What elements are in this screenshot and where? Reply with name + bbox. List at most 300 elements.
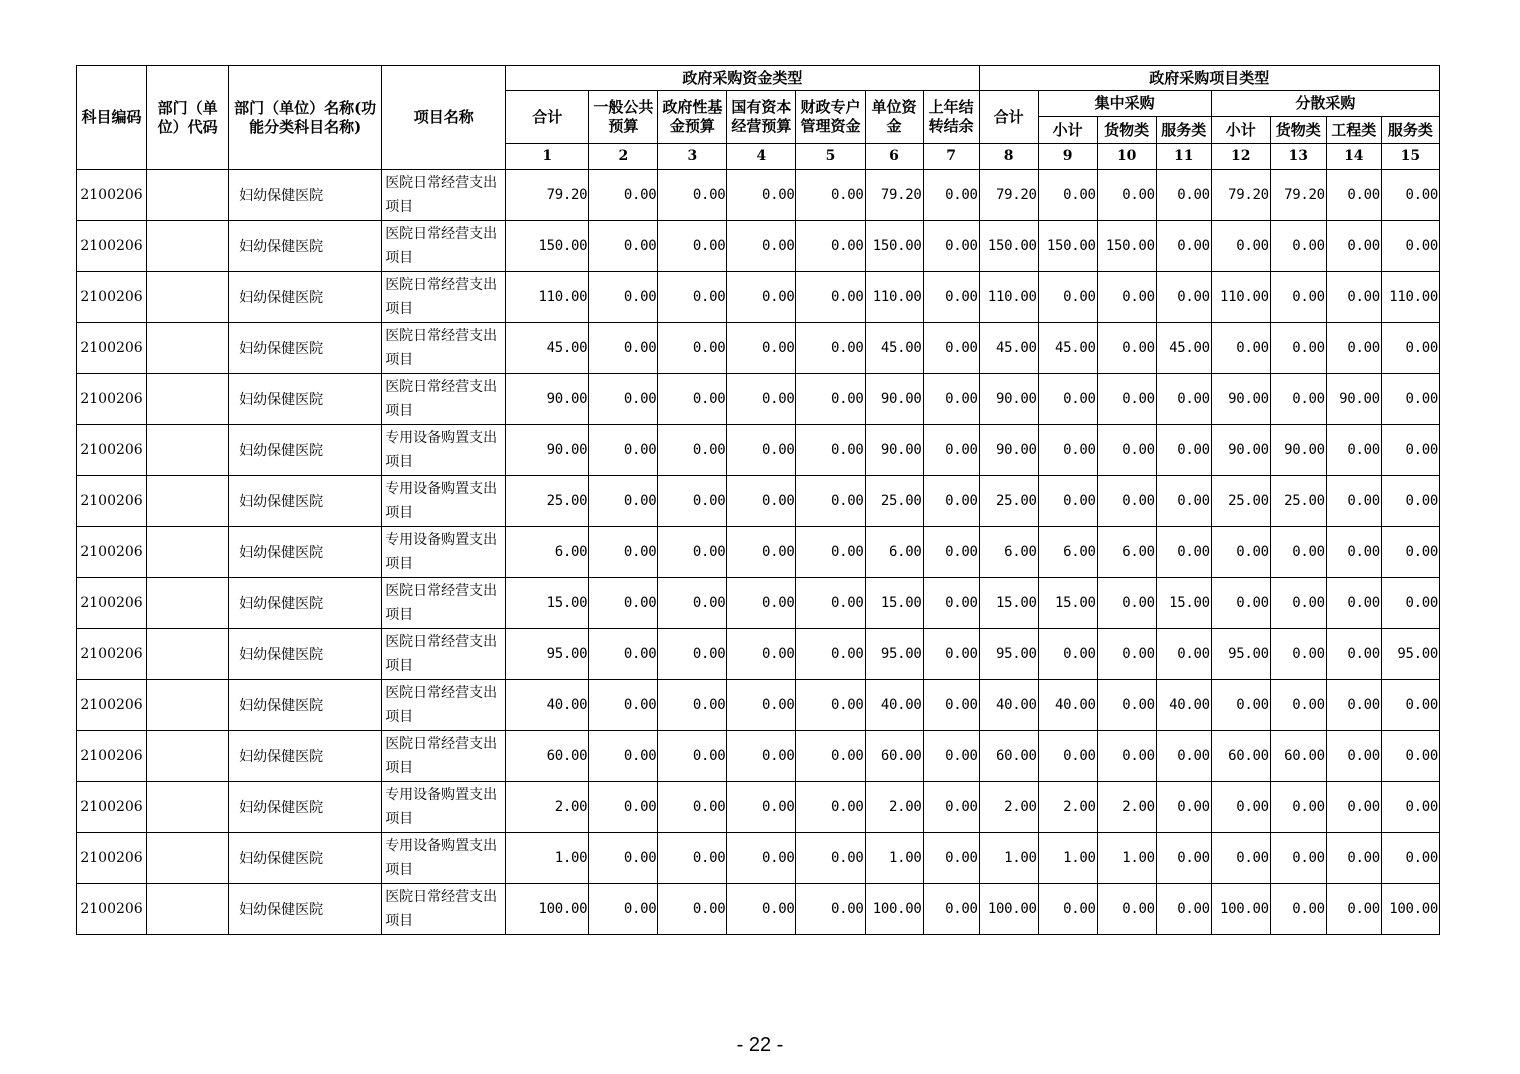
cell-project: 医院日常经营支出项目 [382,884,506,935]
cell-amount: 1.00 [506,833,589,884]
cell-amount: 0.00 [589,884,658,935]
cell-amount: 0.00 [1097,884,1156,935]
cell-amount: 0.00 [1326,680,1381,731]
cell-dept-code [147,476,229,527]
cell-amount: 0.00 [1326,323,1381,374]
cell-amount: 15.00 [506,578,589,629]
cell-amount: 0.00 [1326,476,1381,527]
cell-amount: 150.00 [979,221,1038,272]
cell-amount: 0.00 [796,221,865,272]
col-header-funds-unit: 单位资金 [865,91,923,144]
col-header-central-services: 服务类 [1156,117,1211,144]
column-number: 10 [1097,144,1156,170]
cell-amount: 0.00 [1211,323,1270,374]
cell-amount: 0.00 [1326,221,1381,272]
cell-amount: 0.00 [727,323,796,374]
cell-amount: 25.00 [506,476,589,527]
cell-amount: 0.00 [1270,884,1326,935]
column-number: 3 [658,144,727,170]
cell-amount: 0.00 [658,170,727,221]
cell-amount: 100.00 [1381,884,1439,935]
cell-dept-name: 妇幼保健医院 [229,272,382,323]
cell-amount: 0.00 [1270,629,1326,680]
col-header-dispersed-goods: 货物类 [1270,117,1326,144]
cell-amount: 0.00 [796,731,865,782]
cell-amount: 0.00 [1097,578,1156,629]
cell-amount: 0.00 [1326,170,1381,221]
cell-amount: 0.00 [1211,680,1270,731]
col-header-types-total: 合计 [979,91,1038,144]
column-number: 5 [796,144,865,170]
cell-amount: 90.00 [1270,425,1326,476]
cell-dept-code [147,170,229,221]
cell-amount: 0.00 [658,629,727,680]
cell-amount: 0.00 [1038,884,1097,935]
cell-amount: 0.00 [1326,578,1381,629]
cell-amount: 150.00 [1097,221,1156,272]
cell-amount: 0.00 [658,731,727,782]
cell-project: 医院日常经营支出项目 [382,731,506,782]
cell-amount: 0.00 [1156,527,1211,578]
cell-amount: 90.00 [506,374,589,425]
cell-code: 2100206 [77,782,147,833]
cell-amount: 60.00 [865,731,923,782]
cell-amount: 0.00 [658,884,727,935]
cell-code: 2100206 [77,476,147,527]
cell-amount: 45.00 [865,323,923,374]
col-header-funds-govfund: 政府性基金预算 [658,91,727,144]
cell-amount: 95.00 [979,629,1038,680]
cell-amount: 0.00 [923,527,979,578]
table-row [77,782,1440,833]
cell-project: 医院日常经营支出项目 [382,374,506,425]
cell-dept-name: 妇幼保健医院 [229,323,382,374]
cell-code: 2100206 [77,323,147,374]
cell-amount: 45.00 [1156,323,1211,374]
cell-amount: 110.00 [979,272,1038,323]
cell-amount: 0.00 [796,323,865,374]
cell-amount: 110.00 [1381,272,1439,323]
cell-dept-name: 妇幼保健医院 [229,782,382,833]
cell-amount: 1.00 [865,833,923,884]
cell-amount: 0.00 [1097,680,1156,731]
cell-amount: 100.00 [979,884,1038,935]
cell-amount: 110.00 [1211,272,1270,323]
group-header-dispersed: 分散采购 [1211,91,1439,117]
cell-amount: 0.00 [796,782,865,833]
column-number: 13 [1270,144,1326,170]
table-body [77,170,1440,935]
cell-amount: 0.00 [1326,629,1381,680]
cell-amount: 90.00 [979,425,1038,476]
cell-amount: 0.00 [796,680,865,731]
cell-amount: 0.00 [1381,782,1439,833]
cell-amount: 0.00 [658,782,727,833]
cell-amount: 0.00 [1211,578,1270,629]
cell-amount: 40.00 [865,680,923,731]
cell-amount: 0.00 [1270,323,1326,374]
cell-amount: 0.00 [1381,374,1439,425]
cell-project: 专用设备购置支出项目 [382,476,506,527]
cell-code: 2100206 [77,374,147,425]
col-header-central-subtotal: 小计 [1038,117,1097,144]
cell-amount: 0.00 [1038,731,1097,782]
cell-dept-name: 妇幼保健医院 [229,527,382,578]
cell-amount: 0.00 [727,578,796,629]
cell-amount: 0.00 [1097,323,1156,374]
cell-amount: 0.00 [923,425,979,476]
cell-code: 2100206 [77,833,147,884]
cell-amount: 0.00 [727,782,796,833]
cell-dept-code [147,425,229,476]
cell-amount: 100.00 [865,884,923,935]
cell-amount: 0.00 [796,425,865,476]
column-number: 14 [1326,144,1381,170]
cell-dept-name: 妇幼保健医院 [229,476,382,527]
cell-amount: 6.00 [1097,527,1156,578]
table-row [77,578,1440,629]
cell-amount: 45.00 [506,323,589,374]
cell-amount: 15.00 [1038,578,1097,629]
column-number: 7 [923,144,979,170]
cell-code: 2100206 [77,272,147,323]
cell-amount: 90.00 [1211,374,1270,425]
cell-amount: 0.00 [589,425,658,476]
cell-dept-name: 妇幼保健医院 [229,833,382,884]
cell-amount: 0.00 [796,272,865,323]
cell-amount: 0.00 [727,425,796,476]
cell-amount: 0.00 [1038,374,1097,425]
cell-amount: 95.00 [1381,629,1439,680]
table-row [77,272,1440,323]
cell-amount: 45.00 [979,323,1038,374]
cell-dept-name: 妇幼保健医院 [229,170,382,221]
column-number: 2 [589,144,658,170]
cell-project: 医院日常经营支出项目 [382,578,506,629]
cell-amount: 0.00 [1270,527,1326,578]
column-number: 12 [1211,144,1270,170]
table-row [77,374,1440,425]
cell-project: 医院日常经营支出项目 [382,680,506,731]
cell-amount: 0.00 [1038,272,1097,323]
cell-dept-code [147,221,229,272]
cell-amount: 40.00 [1156,680,1211,731]
col-header-funds-carryover: 上年结转结余 [923,91,979,144]
cell-amount: 110.00 [506,272,589,323]
cell-amount: 15.00 [979,578,1038,629]
cell-dept-code [147,578,229,629]
cell-amount: 0.00 [1156,425,1211,476]
cell-code: 2100206 [77,170,147,221]
cell-amount: 79.20 [865,170,923,221]
table-row [77,527,1440,578]
cell-dept-code [147,323,229,374]
cell-dept-code [147,680,229,731]
cell-amount: 0.00 [727,476,796,527]
cell-amount: 0.00 [658,527,727,578]
cell-amount: 0.00 [923,221,979,272]
cell-amount: 0.00 [589,221,658,272]
cell-amount: 0.00 [1326,782,1381,833]
cell-code: 2100206 [77,884,147,935]
col-header-funds-total: 合计 [506,91,589,144]
cell-amount: 0.00 [796,476,865,527]
cell-amount: 0.00 [1270,680,1326,731]
cell-amount: 0.00 [589,527,658,578]
cell-amount: 45.00 [1038,323,1097,374]
cell-amount: 2.00 [865,782,923,833]
col-header-dispersed-subtotal: 小计 [1211,117,1270,144]
cell-amount: 0.00 [1326,272,1381,323]
cell-amount: 25.00 [1211,476,1270,527]
cell-amount: 0.00 [727,374,796,425]
col-header-project: 项目名称 [382,66,506,170]
cell-code: 2100206 [77,221,147,272]
cell-amount: 0.00 [1097,476,1156,527]
table-row [77,731,1440,782]
cell-amount: 0.00 [658,221,727,272]
cell-amount: 0.00 [796,884,865,935]
cell-amount: 0.00 [1156,833,1211,884]
cell-project: 医院日常经营支出项目 [382,323,506,374]
cell-amount: 0.00 [658,323,727,374]
cell-project: 医院日常经营支出项目 [382,629,506,680]
table-row [77,425,1440,476]
cell-amount: 90.00 [1326,374,1381,425]
cell-amount: 2.00 [506,782,589,833]
cell-amount: 0.00 [796,629,865,680]
col-header-dept-name: 部门（单位）名称(功能分类科目名称) [229,66,382,170]
table-row [77,170,1440,221]
cell-amount: 0.00 [658,272,727,323]
cell-amount: 150.00 [1038,221,1097,272]
cell-amount: 60.00 [1211,731,1270,782]
cell-amount: 6.00 [1038,527,1097,578]
cell-amount: 0.00 [658,425,727,476]
cell-amount: 25.00 [1270,476,1326,527]
cell-amount: 0.00 [1381,170,1439,221]
table-row [77,884,1440,935]
cell-amount: 0.00 [658,476,727,527]
cell-dept-name: 妇幼保健医院 [229,374,382,425]
cell-dept-name: 妇幼保健医院 [229,578,382,629]
cell-amount: 0.00 [1211,782,1270,833]
cell-amount: 0.00 [1211,527,1270,578]
cell-amount: 0.00 [1326,425,1381,476]
column-number: 11 [1156,144,1211,170]
cell-amount: 0.00 [796,578,865,629]
cell-amount: 0.00 [923,323,979,374]
cell-project: 专用设备购置支出项目 [382,782,506,833]
cell-amount: 0.00 [1211,833,1270,884]
col-header-dispersed-services: 服务类 [1381,117,1439,144]
cell-amount: 40.00 [1038,680,1097,731]
group-header-central: 集中采购 [1038,91,1211,117]
cell-amount: 0.00 [1270,578,1326,629]
cell-amount: 60.00 [506,731,589,782]
col-header-dispersed-works: 工程类 [1326,117,1381,144]
cell-dept-code [147,731,229,782]
cell-amount: 0.00 [658,374,727,425]
cell-amount: 0.00 [727,272,796,323]
cell-amount: 0.00 [1381,221,1439,272]
table-row [77,629,1440,680]
cell-amount: 0.00 [727,731,796,782]
cell-amount: 95.00 [865,629,923,680]
cell-amount: 90.00 [979,374,1038,425]
cell-code: 2100206 [77,629,147,680]
cell-amount: 79.20 [1211,170,1270,221]
table-row [77,476,1440,527]
cell-amount: 0.00 [727,680,796,731]
cell-amount: 79.20 [506,170,589,221]
col-header-dept-code: 部门（单位）代码 [147,66,229,170]
cell-amount: 60.00 [1270,731,1326,782]
cell-dept-name: 妇幼保健医院 [229,425,382,476]
cell-amount: 40.00 [979,680,1038,731]
cell-code: 2100206 [77,425,147,476]
col-header-central-goods: 货物类 [1097,117,1156,144]
cell-dept-code [147,374,229,425]
cell-amount: 0.00 [923,374,979,425]
cell-amount: 0.00 [923,680,979,731]
cell-amount: 0.00 [589,323,658,374]
cell-amount: 25.00 [979,476,1038,527]
cell-amount: 0.00 [658,833,727,884]
cell-amount: 0.00 [658,578,727,629]
cell-amount: 0.00 [1156,221,1211,272]
cell-amount: 0.00 [923,884,979,935]
cell-amount: 0.00 [1156,374,1211,425]
cell-amount: 0.00 [923,629,979,680]
cell-dept-name: 妇幼保健医院 [229,629,382,680]
cell-amount: 2.00 [1038,782,1097,833]
cell-amount: 0.00 [727,527,796,578]
cell-amount: 79.20 [979,170,1038,221]
cell-code: 2100206 [77,680,147,731]
cell-amount: 0.00 [923,782,979,833]
cell-amount: 90.00 [865,425,923,476]
cell-dept-name: 妇幼保健医院 [229,884,382,935]
cell-amount: 0.00 [1038,476,1097,527]
cell-dept-code [147,833,229,884]
cell-amount: 0.00 [1097,425,1156,476]
cell-amount: 0.00 [1326,833,1381,884]
cell-amount: 100.00 [1211,884,1270,935]
cell-amount: 0.00 [727,170,796,221]
cell-amount: 95.00 [1211,629,1270,680]
cell-amount: 150.00 [506,221,589,272]
cell-amount: 0.00 [1156,629,1211,680]
cell-amount: 0.00 [589,680,658,731]
cell-code: 2100206 [77,527,147,578]
cell-amount: 0.00 [796,170,865,221]
cell-amount: 0.00 [589,476,658,527]
cell-amount: 0.00 [1156,731,1211,782]
table-header [77,66,1440,170]
cell-amount: 6.00 [506,527,589,578]
cell-amount: 6.00 [865,527,923,578]
cell-amount: 6.00 [979,527,1038,578]
cell-dept-code [147,527,229,578]
cell-amount: 1.00 [979,833,1038,884]
cell-project: 专用设备购置支出项目 [382,527,506,578]
cell-amount: 0.00 [1326,731,1381,782]
col-header-code: 科目编码 [77,66,147,170]
cell-amount: 0.00 [589,731,658,782]
cell-amount: 0.00 [589,272,658,323]
cell-dept-code [147,272,229,323]
cell-amount: 0.00 [1270,374,1326,425]
cell-code: 2100206 [77,578,147,629]
procurement-table [76,65,1440,935]
cell-amount: 0.00 [1270,221,1326,272]
cell-amount: 0.00 [1381,425,1439,476]
cell-dept-code [147,782,229,833]
cell-amount: 90.00 [506,425,589,476]
cell-amount: 0.00 [1211,221,1270,272]
cell-project: 专用设备购置支出项目 [382,425,506,476]
column-number: 9 [1038,144,1097,170]
column-number: 8 [979,144,1038,170]
col-header-funds-special: 财政专户管理资金 [796,91,865,144]
cell-amount: 0.00 [589,578,658,629]
table-row [77,833,1440,884]
cell-amount: 0.00 [796,374,865,425]
cell-dept-code [147,884,229,935]
cell-amount: 2.00 [979,782,1038,833]
cell-amount: 0.00 [1156,782,1211,833]
cell-amount: 15.00 [1156,578,1211,629]
cell-amount: 0.00 [1038,170,1097,221]
cell-amount: 0.00 [796,527,865,578]
column-number: 4 [727,144,796,170]
cell-amount: 1.00 [1097,833,1156,884]
cell-amount: 0.00 [923,731,979,782]
cell-amount: 0.00 [1270,782,1326,833]
cell-amount: 95.00 [506,629,589,680]
cell-dept-name: 妇幼保健医院 [229,680,382,731]
cell-amount: 0.00 [1038,629,1097,680]
cell-amount: 0.00 [1381,476,1439,527]
col-header-funds-stateowned: 国有资本经营预算 [727,91,796,144]
cell-amount: 0.00 [923,578,979,629]
cell-amount: 0.00 [1156,272,1211,323]
cell-dept-name: 妇幼保健医院 [229,731,382,782]
cell-amount: 0.00 [589,374,658,425]
page-number: - 22 - [736,1034,784,1056]
cell-amount: 25.00 [865,476,923,527]
cell-amount: 0.00 [1381,833,1439,884]
cell-project: 医院日常经营支出项目 [382,170,506,221]
group-header-funds: 政府采购资金类型 [506,66,979,91]
cell-amount: 90.00 [1211,425,1270,476]
column-number: 6 [865,144,923,170]
cell-amount: 0.00 [1156,476,1211,527]
cell-amount: 60.00 [979,731,1038,782]
cell-amount: 15.00 [865,578,923,629]
cell-amount: 0.00 [1381,680,1439,731]
table-row [77,323,1440,374]
cell-amount: 2.00 [1097,782,1156,833]
cell-amount: 0.00 [923,170,979,221]
cell-amount: 100.00 [506,884,589,935]
cell-amount: 0.00 [1381,323,1439,374]
cell-amount: 0.00 [589,629,658,680]
cell-amount: 0.00 [1097,374,1156,425]
cell-amount: 79.20 [1270,170,1326,221]
group-header-types: 政府采购项目类型 [979,66,1439,91]
